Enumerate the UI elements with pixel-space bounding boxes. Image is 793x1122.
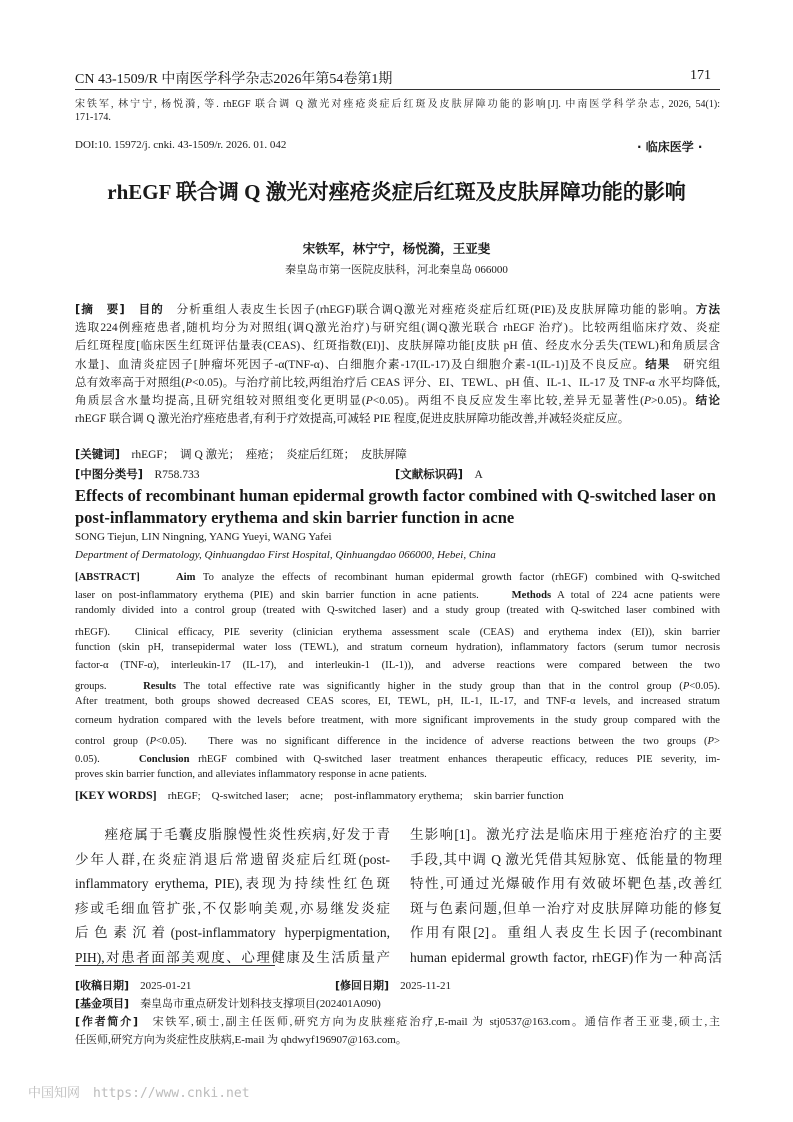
author-bio-text-1: 宋铁军,硕士,副主任医师,研究方向为皮肤痤疮治疗,E-mail 为 stj0537@163.com。通信作者王亚斐,硕士,主 (152, 1016, 720, 1028)
abstract-cn-segment: 结果 (645, 356, 671, 371)
body-right-line: 手段,其中调 Q 激光凭借其短脉宽、低能量的物理 (410, 851, 722, 867)
body-right-line: 作用有限[2]。重组人表皮生长因子(recombinant (410, 925, 722, 940)
doi: DOI:10. 15972/j. cnki. 43-1509/r. 2026. 01. 042 (75, 139, 287, 151)
journal-header: CN 43-1509/R 中南医学科学杂志2026年第54卷第1期 (75, 72, 393, 87)
footnote-rule (75, 965, 275, 966)
abstract-en-segment: Conclusion (138, 754, 190, 765)
revised-label: [修回日期] (335, 979, 390, 992)
abstract-cn-segment: 水量]、血清炎症因子[肿瘤坏死因子-α(TNF-α)、白细胞介素-17(IL-17)及白细胞介素-1(IL-1)]及不良反应。 (75, 358, 646, 371)
affiliation-cn: 秦皇岛市第一医院皮肤科，河北秦皇岛 066000 (285, 264, 508, 276)
abstract-en-segment: rhEGF). Clinical efficacy, PIE severity (clinician erythema assessment scale (CEAS) and erythema index (EI)), skin barrier (75, 626, 720, 638)
fund-info (75, 995, 381, 1011)
abstract-en-segment: function (skin pH, transepidermal water loss (TEWL), and stratum corneum hydration), inflammatory factors (serum tumor necrosis (75, 641, 720, 653)
abstract-cn-line (75, 301, 720, 319)
abstract-cn-segment: [摘 要] (75, 302, 139, 316)
abstract-en-line (75, 587, 720, 605)
abstract-en-segment: A total of 224 acne patients were (551, 590, 720, 602)
fund-label: [基金项目] (75, 997, 130, 1010)
citation-line-2: 171-174. (75, 112, 111, 123)
body-right-line: 生影响[1]。激光疗法是临床用于痤疮治疗的主要 (410, 827, 722, 842)
body-left-line: inflammatory erythema, PIE),表现为持续性红色斑 (75, 876, 390, 891)
body-left-line: 痤疮属于毛囊皮脂腺慢性炎性疾病,好发于青 (75, 827, 390, 842)
revised-date (335, 977, 451, 993)
abstract-en-segment: groups. (75, 681, 144, 693)
abstract-cn-line (75, 356, 720, 374)
body-right-line: 斑与色素问题,但单一治疗对皮肤屏障功能的修复 (410, 900, 722, 916)
abstract-cn-segment: P (365, 395, 373, 407)
citation-line-1: 宋铁军, 林宁宁, 杨悦漪, 等. rhEGF 联合调 Q 激光对痤疮炎症后红斑及皮肤屏障功能的影响[J]. 中南医学科学杂志, 2026, 54(1): (75, 99, 720, 110)
authors-en: SONG Tiejun, LIN Ningning, YANG Yueyi, WANG Yafei (75, 531, 332, 543)
keywords-cn-value: rhEGF； 调 Q 激光； 痤疮； 炎症后红斑； 皮肤屏障 (131, 449, 407, 461)
author-bio-label: [作者简介] (75, 1015, 139, 1028)
abstract-cn-line (75, 410, 720, 426)
abstract-en-segment: control group ( (75, 735, 150, 747)
abstract-en-segment: [ABSTRACT] (75, 572, 177, 583)
abstract-cn-segment: 角质层含水量均提高,且研究组较对照组变化更明显( (75, 395, 366, 407)
author-bio-line-2: 任医师,研究方向为炎症性皮肤病,E-mail 为 qhdwyf196907@163.com。 (75, 1034, 407, 1046)
abstract-en-segment: randomly divided into a control group (treated with Q-switched laser) and a study group (treated with Q-switched laser combined with (75, 605, 720, 617)
abstract-cn-segment: P (185, 376, 193, 389)
abstract-cn-segment: rhEGF 联合调 Q 激光治疗痤疮患者,有利于疗效提高,可减轻 PIE 程度,促进皮肤屏障功能改善,并减轻炎症反应。 (75, 413, 630, 426)
title-en-line-2: post-inflammatory erythema and skin barrier function in acne (75, 508, 515, 527)
abstract-en-line (75, 605, 720, 623)
affiliation-en: Department of Dermatology, Qinhuangdao First Hospital, Qinhuangdao 066000, Hebei, China (75, 549, 496, 561)
cnki-watermark: 中国知网 https://www.cnki.net (28, 1086, 250, 1101)
section-label: · 临床医学 · (637, 140, 703, 154)
title-cn: rhEGF 联合调 Q 激光对痤疮炎症后红斑及皮肤屏障功能的影响 (107, 180, 686, 204)
abstract-en-line (75, 715, 720, 733)
revised-value: 2025-11-21 (400, 980, 451, 992)
abstract-en-line (75, 696, 720, 714)
received-value: 2025-01-21 (140, 980, 192, 992)
header-rule (75, 89, 720, 90)
abstract-cn-segment: P (643, 395, 651, 407)
abstract-en-segment: Methods (511, 590, 552, 602)
abstract-en-segment: corneum hydration compared with the levels before treatment, with more significant improvements in the study group compared with the (75, 714, 720, 726)
abstract-en-segment: P (149, 735, 157, 747)
abstract-cn-segment: 总有效率高于对照组( (75, 376, 186, 389)
abstract-cn-segment: 方法 (695, 302, 720, 316)
body-right-line: 特性,可通过光爆破作用有效破坏靶色基,改善红 (410, 876, 722, 891)
abstract-cn-line (75, 319, 720, 337)
abstract-en-segment: P (682, 681, 690, 693)
abstract-cn-segment: 分析重组人表皮生长因子(rhEGF)联合调Q激光对痤疮炎症后红斑(PIE)及皮肤屏障功能的影响。 (163, 304, 696, 316)
abstract-en-segment: To analyze the effects of recombinant human epidermal growth factor (rhEGF) combined with Q-switched (195, 572, 720, 583)
body-left-line: 疹或毛细血管扩张,不仅影响美观,亦易继发炎症 (75, 900, 390, 916)
class-value: R758.733 (154, 469, 200, 481)
title-en-line-1: Effects of recombinant human epidermal growth factor combined with Q-switched laser on (75, 486, 716, 505)
abstract-en-line (75, 751, 720, 769)
abstract-cn-line (75, 392, 720, 410)
abstract-en-segment: After treatment, both groups showed decreased CEAS scores, EI, TEWL, pH, IL-1, IL-17, and TNF-α levels, and increased stratum (75, 696, 720, 708)
abstract-en-segment: laser on post-inflammatory erythema (PIE) and skin barrier function in acne patients. (75, 590, 512, 602)
abstract-en-line (75, 624, 720, 642)
received-date (75, 977, 191, 993)
abstract-en-segment: proves skin barrier function, and alleviates inflammatory response in acne patients. (75, 769, 427, 781)
abstract-en-line (75, 660, 720, 678)
abstract-cn-segment: 研究组 (670, 358, 720, 371)
abstract-cn-segment: <0.05)。与治疗前比较,两组治疗后 CEAS 评分、EI、TEWL、pH 值、IL-1、IL-17 及 TNF-α 水平均降低, (192, 376, 720, 389)
abstract-cn-segment: <0.05)。两组不良反应发生率比较,差异无显著性( (372, 395, 644, 407)
abstract-cn-line (75, 374, 720, 392)
abstract-en-segment: > (714, 735, 720, 747)
body-left-line: 后色素沉着(post-inflammatory hyperpigmentation, (75, 925, 390, 940)
abstract-en-segment: The total effective rate was significantly higher in the study group than that in the control group ( (176, 681, 683, 693)
abstract-en-segment: <0.05). There was no significant difference in the incidence of adverse reactions between the two groups ( (156, 735, 708, 747)
body-left-line: PIH),对患者面部美观度、心理健康及生活质量产 (75, 949, 390, 965)
abstract-cn-segment: 后红斑程度[临床医生红斑评估量表(CEAS)、红斑指数(EI)]、皮肤屏障功能[皮肤 pH 值、经皮水分丢失(TEWL)和角质层含 (75, 340, 720, 353)
authors-cn: 宋铁军，林宁宁，杨悦漪，王亚斐 (302, 241, 491, 256)
page-number: 171 (690, 68, 711, 83)
body-right-line: human epidermal growth factor, rhEGF)作为一种高活 (410, 949, 722, 965)
doc-code-label: [文献标识码] (395, 467, 464, 481)
abstract-cn-segment: 目的 (138, 302, 164, 316)
abstract-cn-segment: >0.05)。 (650, 395, 696, 407)
class-label: [中图分类号] (75, 467, 144, 481)
abstract-en-line (75, 569, 720, 587)
keywords-cn-label: [关键词] (75, 447, 121, 461)
document-code (395, 466, 483, 482)
abstract-en-segment: P (707, 735, 715, 747)
abstract-cn-segment: 结论 (695, 393, 720, 407)
doc-code-value: A (474, 469, 483, 481)
abstract-en-segment: 0.05). (75, 754, 139, 765)
classification (75, 466, 200, 482)
abstract-en-line (75, 642, 720, 660)
keywords-en (75, 787, 564, 803)
keywords-en-label: [KEY WORDS] (75, 788, 157, 802)
author-bio-line-1 (75, 1013, 720, 1031)
received-label: [收稿日期] (75, 979, 130, 992)
fund-value: 秦皇岛市重点研发计划科技支撑项目(202401A090) (140, 998, 381, 1010)
abstract-en-line (75, 678, 720, 696)
abstract-cn-line (75, 337, 720, 355)
body-left-line: 少年人群,在炎症消退后常遗留炎症后红斑(post- (75, 851, 390, 867)
abstract-en-segment: <0.05). (689, 681, 720, 693)
abstract-en-segment: factor-α (TNF-α), interleukin-17 (IL-17), and interleukin-1 (IL-1)), and adverse reactions were compared between the two (75, 660, 720, 671)
abstract-en-line (75, 733, 720, 751)
abstract-en-segment: Results (143, 681, 177, 693)
keywords-cn (75, 446, 407, 462)
keywords-en-value: rhEGF; Q-switched laser; acne; post-inflammatory erythema; skin barrier function (167, 790, 564, 802)
abstract-en-segment: Aim (176, 572, 196, 583)
abstract-cn-segment: 选取224例痤疮患者,随机均分为对照组(调Q激光治疗)与研究组(调Q激光联合 rhEGF 治疗)。比较两组临床疗效、炎症 (75, 322, 720, 335)
abstract-en-segment: rhEGF combined with Q-switched laser treatment enhances therapeutic efficacy, reduces PIE severity, im- (189, 754, 720, 765)
abstract-en-line (75, 769, 720, 780)
